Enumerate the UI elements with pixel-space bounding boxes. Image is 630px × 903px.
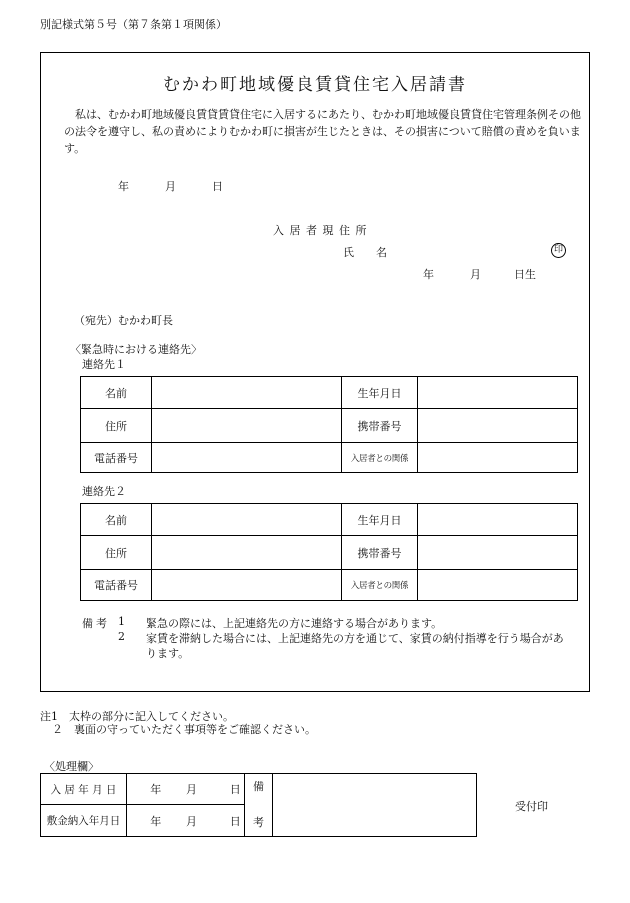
deposit-year-cell[interactable] bbox=[127, 805, 169, 837]
contact-1-birthdate-field[interactable] bbox=[418, 377, 578, 409]
remark-2-text-line1: 家賃を滞納した場合には、上記連絡先の方を通じて、家賃の納付指導を行う場合があ bbox=[146, 632, 564, 645]
move-in-day-label: 日 bbox=[229, 783, 241, 796]
contact-2-relation-label: 入居者との関係 bbox=[342, 570, 418, 601]
contact-2-name-field[interactable] bbox=[152, 504, 342, 536]
contact-2-phone-field[interactable] bbox=[152, 570, 342, 601]
remark-1-text: 緊急の際には、上記連絡先の方に連絡する場合があります。 bbox=[146, 617, 443, 630]
contact-2-birthdate-label: 生年月日 bbox=[342, 504, 418, 536]
applicant-name-label: 氏 名 bbox=[343, 246, 387, 259]
contact-1-name-field[interactable] bbox=[152, 377, 342, 409]
deposit-month-label: 月 bbox=[186, 814, 197, 828]
contact-2-phone-label: 電話番号 bbox=[81, 570, 152, 601]
note-line-1: 注1 太枠の部分に記入してください。 bbox=[40, 710, 234, 723]
addressee: （宛先）むかわ町長 bbox=[74, 314, 173, 327]
deposit-year-label: 年 bbox=[150, 814, 162, 828]
remark-2-text-line2: ります。 bbox=[146, 647, 190, 660]
deposit-paid-date-label: 敷金納入年月日 bbox=[41, 805, 127, 837]
contact-2-address-label: 住所 bbox=[81, 536, 152, 570]
form-title: むかわ町地域優良賃貸住宅入居請書 bbox=[163, 75, 467, 95]
contact-1-phone-field[interactable] bbox=[152, 443, 342, 473]
date-year-label: 年 bbox=[118, 180, 129, 193]
remarks-label: 備考 bbox=[82, 617, 110, 630]
move-in-day-cell[interactable] bbox=[209, 774, 245, 805]
contact-1-table bbox=[80, 376, 578, 473]
contact-2-relation-field[interactable] bbox=[418, 570, 578, 601]
contact-1-mobile-field[interactable] bbox=[418, 409, 578, 443]
move-in-year-cell[interactable] bbox=[127, 774, 169, 805]
date-day-label: 日 bbox=[212, 180, 223, 193]
move-in-date-label: 入 居 年 月 日 bbox=[41, 774, 127, 805]
contact-2-heading: 連絡先２ bbox=[82, 485, 126, 498]
birth-day-label: 日生 bbox=[514, 268, 536, 281]
remark-1-number: 1 bbox=[118, 615, 125, 628]
contact-2-birthdate-field[interactable] bbox=[418, 504, 578, 536]
date-month-label: 月 bbox=[165, 180, 176, 193]
contact-1-address-field[interactable] bbox=[152, 409, 342, 443]
processing-remarks-char-1: 備 bbox=[253, 780, 264, 793]
processing-remarks-char-2: 考 bbox=[253, 816, 264, 829]
contact-2-mobile-label: 携帯番号 bbox=[342, 536, 418, 570]
pledge-statement: 私は、むかわ町地域優良賃貸賃貸住宅に入居するにあたり、むかわ町地域優良賃貸住宅管理条例その他の法令を遵守し、私の責めによりむかわ町に損害が生じたときは、その損害について賠償の責めを負います。 bbox=[64, 108, 581, 155]
contact-2-address-field[interactable] bbox=[152, 536, 342, 570]
contact-1-phone-label: 電話番号 bbox=[81, 443, 152, 473]
deposit-day-label: 日 bbox=[229, 814, 241, 828]
move-in-year-label: 年 bbox=[150, 783, 162, 796]
processing-table bbox=[40, 773, 477, 837]
current-address-label: 入 居 者 現 住 所 bbox=[273, 224, 368, 237]
contact-1-relation-label: 入居者との関係 bbox=[342, 443, 418, 473]
seal-mark: 印 bbox=[551, 243, 566, 258]
contact-1-relation-field[interactable] bbox=[418, 443, 578, 473]
deposit-month-cell[interactable] bbox=[169, 805, 209, 837]
contact-1-birthdate-label: 生年月日 bbox=[342, 377, 418, 409]
contact-1-address-label: 住所 bbox=[81, 409, 152, 443]
contact-1-mobile-label: 携帯番号 bbox=[342, 409, 418, 443]
note-line-2: ２ 裏面の守っていただく事項等をご確認ください。 bbox=[52, 723, 316, 736]
move-in-month-label: 月 bbox=[186, 783, 197, 796]
birth-year-label: 年 bbox=[423, 268, 434, 281]
deposit-day-cell[interactable] bbox=[209, 805, 245, 837]
processing-heading: 〈処理欄〉 bbox=[44, 760, 99, 773]
emergency-contact-heading: 〈緊急時における連絡先〉 bbox=[70, 343, 202, 356]
contact-1-heading: 連絡先１ bbox=[82, 358, 126, 371]
processing-remarks-label bbox=[245, 774, 273, 837]
contact-2-mobile-field[interactable] bbox=[418, 536, 578, 570]
reception-stamp-label: 受付印 bbox=[515, 800, 548, 813]
contact-2-table bbox=[80, 503, 578, 601]
remark-2-number: 2 bbox=[118, 630, 125, 643]
form-reference-number: 別記様式第５号（第７条第１項関係） bbox=[40, 18, 227, 31]
move-in-month-cell[interactable] bbox=[169, 774, 209, 805]
contact-2-name-label: 名前 bbox=[81, 504, 152, 536]
contact-1-name-label: 名前 bbox=[81, 377, 152, 409]
birth-month-label: 月 bbox=[470, 268, 481, 281]
processing-remarks-field[interactable] bbox=[273, 774, 477, 837]
